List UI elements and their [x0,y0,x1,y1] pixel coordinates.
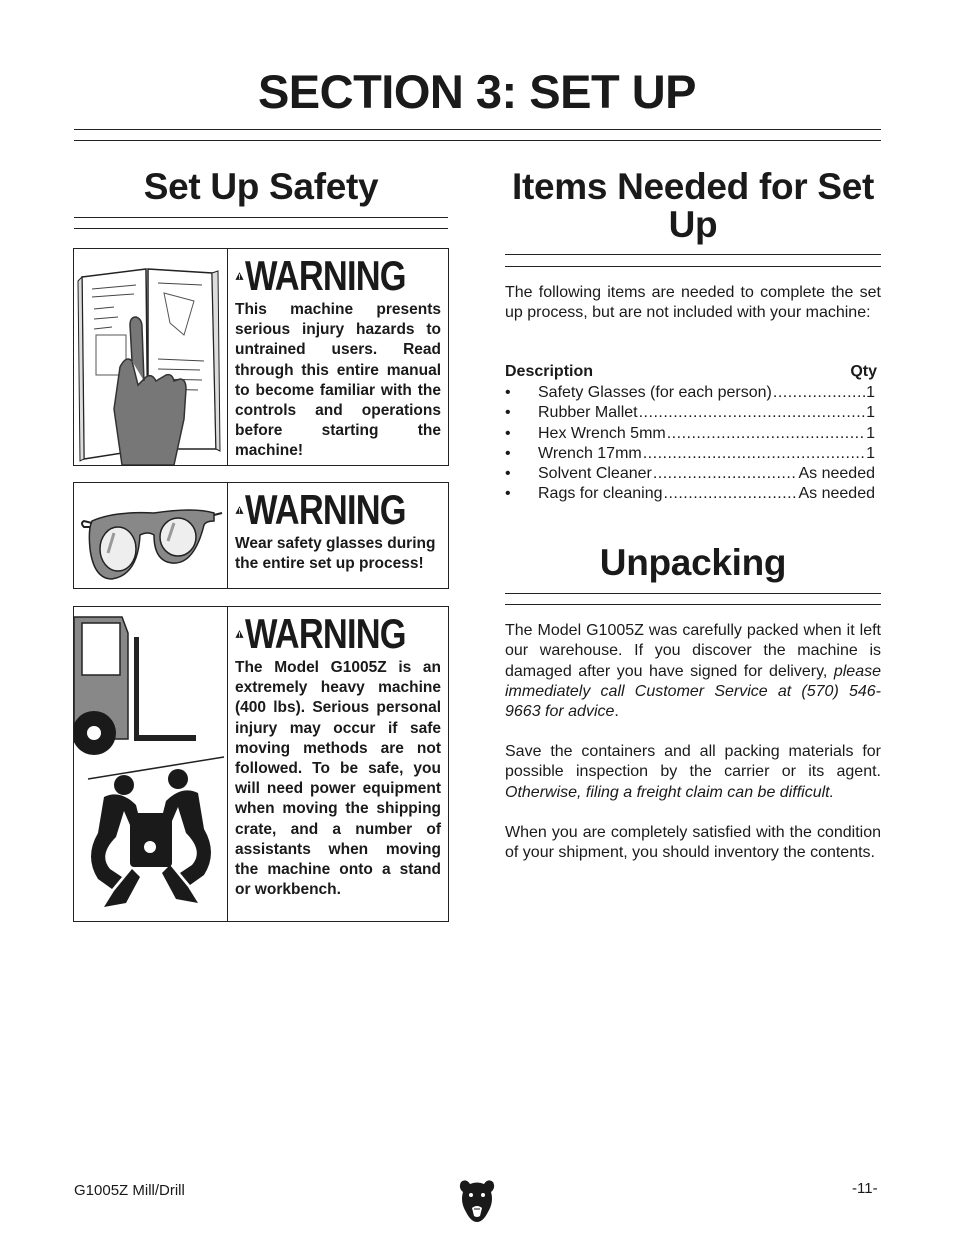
warning-text: The Model G1005Z is an extremely heavy machine (400 lbs). Serious personal injury may occur if safe moving methods are not followed. To be safe, you will need power equipment when moving the shipping crate, and a number of assistants when moving the machine onto a stand or workbench. [235,659,441,899]
list-item: • Rubber Mallet ..... 1 [505,404,875,424]
qty-column-header: Qty [850,363,877,380]
warning-box-glasses [73,482,449,589]
title-rule-bottom [74,140,881,141]
item-qty: As needed [798,465,875,483]
freight-claim-note: Otherwise, filing a freight claim can be difficult. [505,783,835,801]
unpacking-paragraph-1: The Model G1005Z was carefully packed when it left our warehouse. If you discover the machine is damaged after you have signed for delivery, please immediately call Customer Service at (570) 546-9663 for advice. [505,622,881,721]
safety-rule-bottom [74,228,448,229]
set-up-safety-heading: Set Up Safety [143,166,379,207]
item-qty: As needed [798,485,875,503]
warning-label: WARNING [245,486,406,533]
item-name: Safety Glasses (for each person) [538,384,772,401]
items-rule-top [505,254,881,255]
items-rule-bottom [505,266,881,267]
list-item: • Rags for cleaning ..... As needed [505,485,875,505]
unpacking-paragraph-2: Save the containers and all packing materials for possible inspection by the carrier or its agent. Otherwise, filing a freight claim can be difficult. [505,743,881,801]
list-item: • Solvent Cleaner ..... As needed [505,465,875,485]
item-name: Hex Wrench 5mm [538,424,666,442]
warning-triangle-icon [235,615,244,653]
description-column-header: Description [505,363,594,380]
warning-header [235,612,441,656]
items-list [505,384,875,506]
unpacking-rule-bottom [505,604,881,605]
title-rule-top [74,129,881,130]
item-name: Solvent Cleaner [538,465,652,483]
warning-box-manual [73,248,449,466]
item-name: Rubber Mallet [538,404,638,422]
item-qty: 1 [866,424,875,442]
item-name: Wrench 17mm [538,444,642,462]
item-qty: 1 [866,384,875,401]
unpacking-heading: Unpacking [599,542,787,583]
item-qty: 1 [866,444,875,462]
item-name: Rags for cleaning [538,485,663,503]
warning-box-heavy [73,606,449,922]
warning-header [235,488,441,532]
page-number: -11- [852,1180,878,1197]
unpacking-paragraph-3: When you are completely satisfied with the condition of your shipment, you should inventory the contents. [505,824,881,862]
items-table-header [505,363,877,381]
warning-label: WARNING [245,610,406,657]
heavy-lifting-icon [74,607,228,921]
warning-text: Wear safety glasses during the entire set up process! [235,535,436,573]
page-title: SECTION 3: SET UP [257,65,697,118]
list-item: • Safety Glasses (for each person) ..... 1 [505,384,875,404]
list-item: • Wrench 17mm ..... 1 [505,445,875,465]
warning-text: This machine presents serious injury hazards to untrained users. Read through this entire manual to become familiar with the controls and operations before starting the machine! [235,301,441,460]
safety-rule-top [74,217,448,218]
warning-header [235,254,441,298]
list-item: • Hex Wrench 5mm ..... 1 [505,425,875,445]
warning-label: WARNING [245,252,406,299]
unpacking-rule-top [505,593,881,594]
footer-model: G1005Z Mill/Drill [74,1182,185,1199]
items-intro: The following items are needed to complete the set up process, but are not included with your machine: [505,284,881,322]
item-qty: 1 [866,404,875,422]
manual-reading-icon [74,249,228,465]
warning-triangle-icon [235,257,244,295]
items-needed-heading: Items Needed for Set Up [511,166,875,245]
safety-glasses-icon [74,483,228,588]
customer-service-note: please immediately call Customer Service at (570) 546-9663 for advice [505,662,881,721]
bear-logo-icon [458,1178,496,1222]
warning-triangle-icon [235,491,244,529]
